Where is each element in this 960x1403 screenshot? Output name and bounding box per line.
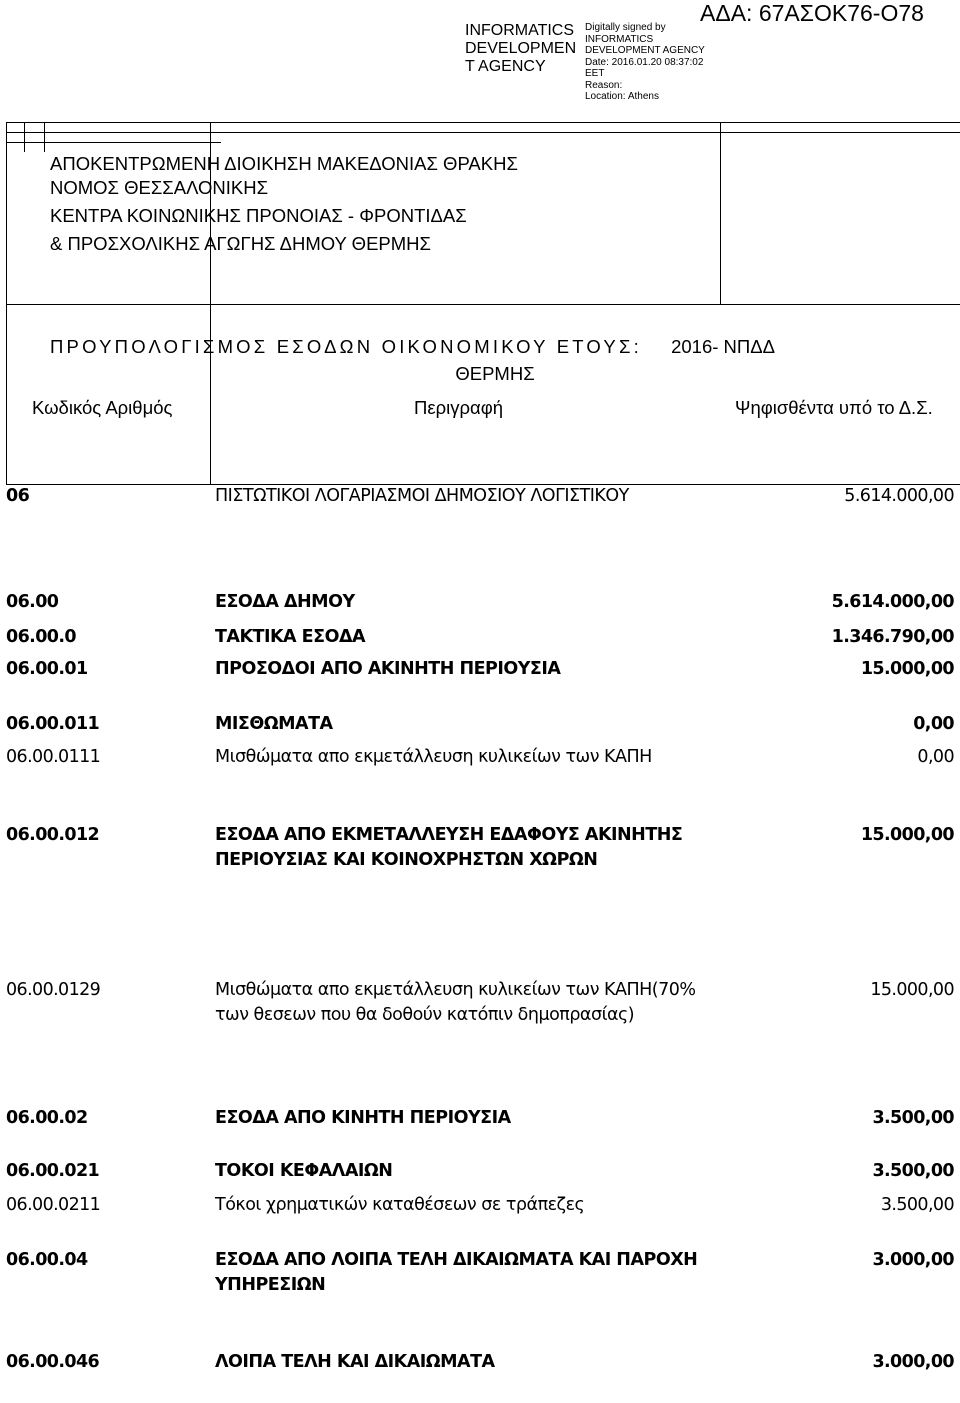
signature-org-line: INFORMATICS [465, 22, 575, 39]
signature-org-line: T AGENCY [465, 58, 546, 75]
column-header-description: Περιγραφή [414, 397, 503, 418]
row-amount: 3.500,00 [880, 1195, 954, 1215]
row-description: ΛΟΙΠΑ ΤΕΛΗ ΚΑΙ ΔΙΚΑΙΩΜΑΤΑ [215, 1352, 495, 1372]
row-code: 06.00.0129 [6, 980, 101, 1000]
column-header-amount: Ψηφισθέντα υπό το Δ.Σ. [735, 397, 933, 418]
table-border-top [6, 122, 960, 123]
row-amount: 0,00 [913, 714, 954, 734]
signature-detail: Reason: [585, 79, 623, 91]
row-amount: 1.346.790,00 [831, 627, 954, 647]
table-border-row [6, 142, 221, 143]
signature-organization [465, 22, 583, 76]
row-description: ΕΣΟΔΑ ΔΗΜΟΥ [215, 592, 355, 612]
row-description: ΕΣΟΔΑ ΑΠΟ ΛΟΙΠΑ ΤΕΛΗ ΔΙΚΑΙΩΜΑΤΑ ΚΑΙ ΠΑΡΟΧΗ ΥΠΗΡΕΣΙΩΝ [215, 1250, 698, 1295]
row-amount: 15.000,00 [870, 980, 954, 1000]
row-amount: 3.500,00 [872, 1108, 954, 1128]
row-code: 06.00.01 [6, 659, 88, 679]
budget-title [50, 335, 920, 359]
signature-detail: INFORMATICS [585, 33, 654, 45]
row-code: 06.00.04 [6, 1250, 88, 1270]
row-code: 06.00.012 [6, 825, 100, 845]
row-amount: 5.614.000,00 [831, 592, 954, 612]
row-amount: 15.000,00 [860, 825, 954, 845]
signature-detail: DEVELOPMENT AGENCY [585, 45, 705, 56]
signature-detail: Digitally signed by [585, 22, 666, 33]
row-amount: 5.614.000,00 [844, 486, 954, 506]
row-code: 06.00.046 [6, 1352, 100, 1372]
row-description: ΠΡΟΣΟΔΟΙ ΑΠΟ ΑΚΙΝΗΤΗ ΠΕΡΙΟΥΣΙΑ [215, 659, 561, 679]
table-border-row [6, 132, 960, 133]
column-header-code: Κωδικός Αριθμός [32, 397, 173, 418]
row-description: ΜΙΣΘΩΜΑΤΑ [215, 714, 333, 734]
signature-details [585, 22, 725, 103]
org-line-1: ΑΠΟΚΕΝΤΡΩΜΕΝΗ ΔΙΟΙΚΗΣΗ ΜΑΚΕΔΟΝΙΑΣ ΘΡΑΚΗΣ [50, 153, 518, 174]
row-amount: 0,00 [917, 747, 954, 767]
ada-code: ΑΔΑ: 67ΑΣΟΚ76-Ο78 [700, 0, 924, 26]
org-line-3: ΚΕΝΤΡΑ ΚΟΙΝΩΝΙΚΗΣ ΠΡΟΝΟΙΑΣ - ΦΡΟΝΤΙΔΑΣ [50, 205, 467, 226]
row-description: ΕΣΟΔΑ ΑΠΟ ΚΙΝΗΤΗ ΠΕΡΙΟΥΣΙΑ [215, 1108, 511, 1128]
org-line-4: & ΠΡΟΣΧΟΛΙΚΗΣ ΑΓΩΓΗΣ ΔΗΜΟΥ ΘΕΡΜΗΣ [50, 233, 431, 254]
signature-detail: Date: 2016.01.20 08:37:02 [585, 56, 704, 68]
budget-title-text: ΠΡΟΥΠΟΛΟΓΙΣΜΟΣ ΕΣΟΔΩΝ ΟΙΚΟΝΟΜΙΚΟΥ ΕΤΟΥΣ: [50, 336, 642, 357]
row-code: 06.00.021 [6, 1161, 100, 1181]
signature-org-line: DEVELOPMEN [465, 40, 577, 57]
table-border-row [6, 304, 960, 305]
org-line-2: ΝΟΜΟΣ ΘΕΣΣΑΛΟΝΙΚΗΣ [50, 177, 269, 198]
row-code: 06.00.0111 [6, 747, 101, 767]
budget-title-year: 2016- ΝΠΔΔ [671, 336, 775, 357]
row-code: 06.00.02 [6, 1108, 88, 1128]
row-code: 06.00.0211 [6, 1195, 101, 1215]
row-description: ΕΣΟΔΑ ΑΠΟ ΕΚΜΕΤΑΛΛΕΥΣΗ ΕΔΑΦΟΥΣ ΑΚΙΝΗΤΗΣ ΠΕΡΙΟΥΣΙΑΣ ΚΑΙ ΚΟΙΝΟΧΡΗΣΤΩΝ ΧΩΡΩΝ [215, 825, 683, 870]
signature-detail: EET [585, 68, 605, 79]
row-amount: 15.000,00 [860, 659, 954, 679]
row-amount: 3.000,00 [872, 1250, 954, 1270]
row-code: 06.00.0 [6, 627, 76, 647]
row-amount: 3.000,00 [872, 1352, 954, 1372]
row-description: ΤΟΚΟΙ ΚΕΦΑΛΑΙΩΝ [215, 1161, 393, 1181]
table-gridline [24, 122, 25, 152]
table-gridline [210, 122, 211, 142]
row-code: 06 [6, 486, 30, 506]
row-code: 06.00.011 [6, 714, 100, 734]
row-description: Μισθώματα απο εκμετάλλευση κυλικείων των ΚΑΠΗ [215, 747, 652, 767]
budget-subtitle: ΘΕΡΜΗΣ [455, 363, 535, 384]
row-code: 06.00 [6, 592, 59, 612]
table-gridline [44, 122, 45, 152]
table-gridline [720, 122, 721, 304]
row-description: Τόκοι χρηματικών καταθέσεων σε τράπεζες [215, 1195, 585, 1215]
row-description: ΤΑΚΤΙΚΑ ΕΣΟΔΑ [215, 627, 366, 647]
signature-detail: Location: Athens [585, 91, 659, 102]
row-amount: 3.500,00 [872, 1161, 954, 1181]
table-border-left [6, 122, 7, 484]
row-description: ΠΙΣΤΩΤΙΚΟΙ ΛΟΓΑΡΙΑΣΜΟΙ ΔΗΜΟΣΙΟΥ ΛΟΓΙΣΤΙΚΟΥ [215, 486, 629, 506]
row-description: Μισθώματα απο εκμετάλλευση κυλικείων των ΚΑΠΗ(70% των θεσεων που θα δοθούν κατόπιν δημοπρασίας) [215, 980, 696, 1025]
